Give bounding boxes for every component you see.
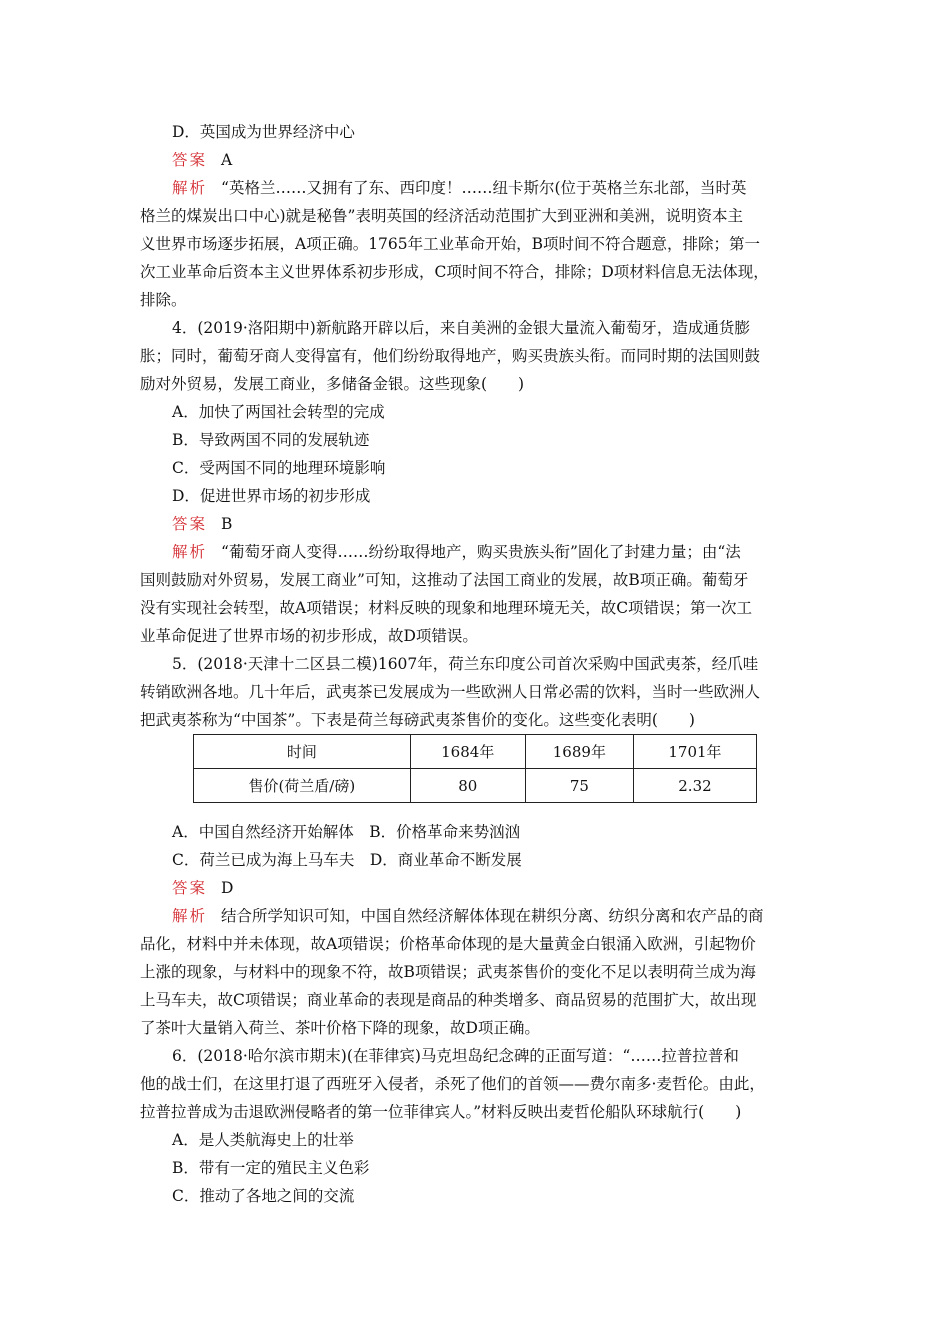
q3-answer bbox=[172, 150, 232, 170]
table-header-cell: 1689年 bbox=[525, 735, 633, 769]
q4-option-d: D．促进世界市场的初步形成 bbox=[172, 487, 371, 505]
q3-analysis-line: 次工业革命后资本主义世界体系初步形成，C项时间不符合，排除；D项材料信息无法体现， bbox=[140, 263, 769, 281]
table-cell: 售价(荷兰盾/磅) bbox=[194, 769, 411, 803]
q4-option-b: B．导致两国不同的发展轨迹 bbox=[172, 431, 370, 449]
table-row bbox=[194, 769, 757, 803]
q6-option-c: C．推动了各地之间的交流 bbox=[172, 1187, 355, 1205]
q5-options-row: C．荷兰已成为海上马车夫 D．商业革命不断发展 bbox=[172, 851, 522, 869]
analysis-label: 解析 bbox=[172, 179, 208, 197]
q5-options-row: A．中国自然经济开始解体 B．价格革命来势汹汹 bbox=[172, 823, 521, 841]
q5-stem-line: 把武夷茶称为“中国茶”。下表是荷兰每磅武夷茶售价的变化。这些变化表明( ) bbox=[140, 711, 695, 729]
q4-stem-line: 4．(2019·洛阳期中)新航路开辟以后，来自美洲的金银大量流入葡萄牙，造成通货膨 bbox=[172, 319, 750, 337]
analysis-label: 解析 bbox=[172, 543, 208, 561]
q3-analysis-line: 义世界市场逐步拓展，A项正确。1765年工业革命开始，B项时间不符合题意，排除；第一 bbox=[140, 235, 761, 253]
q3-analysis-line: 格兰的煤炭出口中心)就是秘鲁”表明英国的经济活动范围扩大到亚洲和美洲，说明资本主 bbox=[140, 207, 743, 225]
answer-label: 答案 bbox=[172, 879, 208, 897]
q5-analysis-line: 上马车夫，故C项错误；商业革命的表现是商品的种类增多、商品贸易的范围扩大，故出现 bbox=[140, 991, 757, 1009]
q4-stem-line: 励对外贸易，发展工商业，多储备金银。这些现象( ) bbox=[140, 375, 525, 393]
answer-value: A bbox=[221, 151, 233, 169]
table-cell: 80 bbox=[410, 769, 525, 803]
q4-analysis-line: 业革命促进了世界市场的初步形成，故D项错误。 bbox=[140, 627, 478, 645]
tea-price-table bbox=[193, 734, 757, 803]
q4-stem-line: 胀；同时，葡萄牙商人变得富有，他们纷纷取得地产，购买贵族头衔。而同时期的法国则鼓 bbox=[140, 347, 761, 365]
q6-option-a: A．是人类航海史上的壮举 bbox=[172, 1131, 354, 1149]
q5-stem-line: 5．(2018·天津十二区县二模)1607年，荷兰东印度公司首次采购中国武夷茶，经爪哇 bbox=[172, 655, 759, 673]
q4-analysis-line bbox=[172, 542, 741, 562]
q6-option-b: B．带有一定的殖民主义色彩 bbox=[172, 1159, 370, 1177]
q4-option-c: C．受两国不同的地理环境影响 bbox=[172, 459, 386, 477]
answer-value: B bbox=[221, 515, 233, 533]
answer-label: 答案 bbox=[172, 151, 208, 169]
q5-analysis-line: 上涨的现象，与材料中的现象不符，故B项错误；武夷茶售价的变化不足以表明荷兰成为海 bbox=[140, 963, 756, 981]
analysis-text: 结合所学知识可知，中国自然经济解体体现在耕织分离、纺织分离和农产品的商 bbox=[221, 907, 764, 925]
q3-analysis-line bbox=[172, 178, 747, 198]
q6-stem-line: 他的战士们，在这里打退了西班牙入侵者，杀死了他们的首领——费尔南多·麦哲伦。由此， bbox=[140, 1075, 765, 1093]
answer-label: 答案 bbox=[172, 515, 208, 533]
q6-stem-line: 拉普拉普成为击退欧洲侵略者的第一位菲律宾人。”材料反映出麦哲伦船队环球航行( ) bbox=[140, 1103, 742, 1121]
q3-analysis-line: 排除。 bbox=[140, 291, 187, 309]
table-header-cell: 时间 bbox=[194, 735, 411, 769]
q5-analysis-line bbox=[172, 906, 764, 926]
q4-analysis-line: 国则鼓励对外贸易，发展工商业”可知，这推动了法国工商业的发展，故B项正确。葡萄牙 bbox=[140, 571, 749, 589]
q5-answer bbox=[172, 878, 233, 898]
q4-answer bbox=[172, 514, 232, 534]
q5-analysis-line: 了茶叶大量销入荷兰、茶叶价格下降的现象，故D项正确。 bbox=[140, 1019, 540, 1037]
answer-value: D bbox=[221, 879, 234, 897]
table-cell: 2.32 bbox=[633, 769, 756, 803]
table-header-cell: 1684年 bbox=[410, 735, 525, 769]
table-header-cell: 1701年 bbox=[633, 735, 756, 769]
q5-analysis-line: 品化，材料中并未体现，故A项错误；价格革命体现的是大量黄金白银涌入欧洲，引起物价 bbox=[140, 935, 756, 953]
q4-analysis-line: 没有实现社会转型，故A项错误；材料反映的现象和地理环境无关，故C项错误；第一次工 bbox=[140, 599, 753, 617]
q6-stem-line: 6．(2018·哈尔滨市期末)(在菲律宾)马克坦岛纪念碑的正面写道：“……拉普拉普和 bbox=[172, 1047, 739, 1065]
table-header-row bbox=[194, 735, 757, 769]
analysis-label: 解析 bbox=[172, 907, 208, 925]
q3-option-d: D．英国成为世界经济中心 bbox=[172, 123, 355, 141]
analysis-text: “葡萄牙商人变得……纷纷取得地产，购买贵族头衔”固化了封建力量；由“法 bbox=[221, 543, 741, 561]
analysis-text: “英格兰……又拥有了东、西印度！……纽卡斯尔(位于英格兰东北部，当时英 bbox=[221, 179, 747, 197]
table-cell: 75 bbox=[525, 769, 633, 803]
q4-option-a: A．加快了两国社会转型的完成 bbox=[172, 403, 385, 421]
q5-stem-line: 转销欧洲各地。几十年后，武夷茶已发展成为一些欧洲人日常必需的饮料，当时一些欧洲人 bbox=[140, 683, 761, 701]
